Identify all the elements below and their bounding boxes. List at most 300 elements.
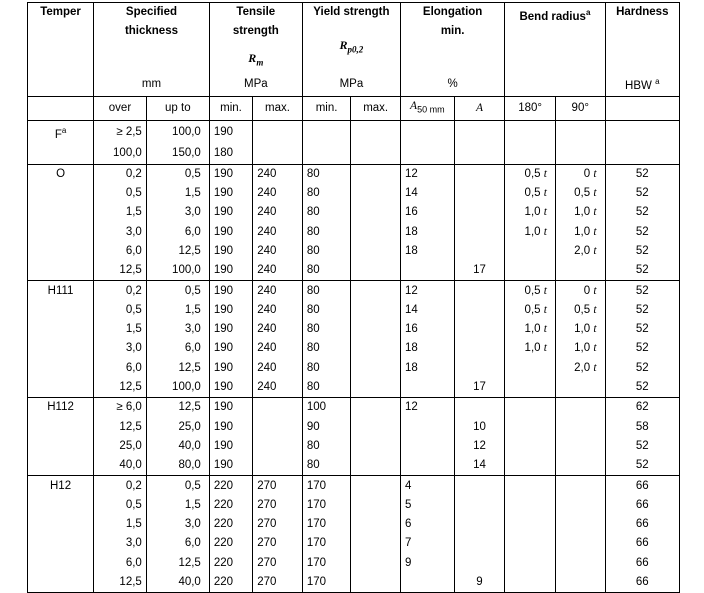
cell-bend-180: 0,5 t <box>505 301 556 320</box>
cell-yield-min: 80 <box>302 261 351 281</box>
cell-temper <box>28 515 94 534</box>
cell-over: 6,0 <box>94 242 147 261</box>
cell-bend-180: 0,5 t <box>505 184 556 203</box>
cell-yield-min: 170 <box>302 515 351 534</box>
cell-up-to: 0,5 <box>146 164 209 184</box>
cell-temper <box>28 359 94 378</box>
cell-elongation-a <box>454 398 505 418</box>
cell-tensile-max: 240 <box>253 281 303 301</box>
cell-over: 12,5 <box>94 261 147 281</box>
cell-over: 0,5 <box>94 184 147 203</box>
cell-up-to: 12,5 <box>146 398 209 418</box>
cell-hardness: 52 <box>605 320 679 339</box>
cell-bend-180 <box>505 554 556 573</box>
cell-over: 40,0 <box>94 456 147 476</box>
cell-hardness: 52 <box>605 242 679 261</box>
cell-tensile-min: 220 <box>209 554 252 573</box>
cell-bend-180 <box>505 437 556 456</box>
cell-over: 0,5 <box>94 496 147 515</box>
cell-bend-90: 2,0 t <box>555 359 605 378</box>
cell-elongation-a <box>454 242 505 261</box>
cell-elongation-a50 <box>400 418 454 437</box>
cell-elongation-a50: 9 <box>400 554 454 573</box>
cell-yield-max <box>351 476 401 496</box>
cell-bend-180: 0,5 t <box>505 281 556 301</box>
cell-over: 12,5 <box>94 418 147 437</box>
tensile-symbol: $R_m$ <box>248 51 264 68</box>
cell-tensile-max: 240 <box>253 378 303 398</box>
cell-elongation-a <box>454 164 505 184</box>
cell-temper: H111 <box>28 281 94 301</box>
table-row <box>28 301 680 320</box>
cell-over: 100,0 <box>94 144 147 164</box>
cell-bend-90 <box>555 378 605 398</box>
cell-tensile-max: 240 <box>253 223 303 242</box>
cell-hardness: 52 <box>605 456 679 476</box>
unit-yield: MPa <box>302 72 400 96</box>
cell-elongation-a50 <box>400 144 454 164</box>
cell-hardness: 52 <box>605 378 679 398</box>
table-row <box>28 281 680 301</box>
cell-yield-min: 80 <box>302 378 351 398</box>
header-bend-radius: Bend radius$^a$ <box>505 3 605 73</box>
cell-elongation-a <box>454 515 505 534</box>
cell-temper <box>28 554 94 573</box>
cell-yield-min: 170 <box>302 534 351 553</box>
cell-tensile-min: 190 <box>209 339 252 358</box>
cell-bend-90: 1,0 t <box>555 203 605 222</box>
cell-bend-180: 1,0 t <box>505 339 556 358</box>
cell-elongation-a50 <box>400 261 454 281</box>
cell-yield-min: 80 <box>302 164 351 184</box>
col-ts-min: min. <box>209 97 252 120</box>
table-row <box>28 120 680 144</box>
cell-tensile-max <box>253 398 303 418</box>
cell-yield-min: 80 <box>302 456 351 476</box>
cell-tensile-min: 190 <box>209 261 252 281</box>
cell-hardness: 52 <box>605 184 679 203</box>
col-ys-max: max. <box>351 97 401 120</box>
cell-up-to: 100,0 <box>146 261 209 281</box>
table-row <box>28 534 680 553</box>
header-thickness: Specified thickness <box>94 3 210 73</box>
unit-tensile: MPa <box>209 72 302 96</box>
cell-elongation-a <box>454 496 505 515</box>
cell-elongation-a50 <box>400 456 454 476</box>
table-row <box>28 339 680 358</box>
cell-elongation-a <box>454 203 505 222</box>
table-row <box>28 203 680 222</box>
cell-up-to: 6,0 <box>146 223 209 242</box>
cell-yield-max <box>351 378 401 398</box>
cell-temper <box>28 573 94 593</box>
cell-temper <box>28 456 94 476</box>
cell-temper <box>28 534 94 553</box>
cell-up-to: 0,5 <box>146 476 209 496</box>
cell-tensile-max: 270 <box>253 476 303 496</box>
cell-up-to: 25,0 <box>146 418 209 437</box>
cell-yield-min: 170 <box>302 496 351 515</box>
cell-bend-90: 1,0 t <box>555 223 605 242</box>
cell-yield-min: 80 <box>302 242 351 261</box>
cell-up-to: 12,5 <box>146 242 209 261</box>
cell-bend-180 <box>505 398 556 418</box>
table-row <box>28 437 680 456</box>
cell-over: 6,0 <box>94 554 147 573</box>
cell-over: ≥ 2,5 <box>94 120 147 144</box>
cell-over: 1,5 <box>94 320 147 339</box>
cell-yield-min: 80 <box>302 320 351 339</box>
cell-hardness <box>605 120 679 144</box>
cell-elongation-a <box>454 184 505 203</box>
cell-bend-90 <box>555 120 605 144</box>
cell-elongation-a <box>454 144 505 164</box>
cell-yield-min: 80 <box>302 359 351 378</box>
cell-hardness: 52 <box>605 359 679 378</box>
cell-tensile-min: 220 <box>209 534 252 553</box>
cell-tensile-min: 180 <box>209 144 252 164</box>
cell-bend-180 <box>505 456 556 476</box>
cell-bend-90: 1,0 t <box>555 320 605 339</box>
cell-elongation-a50: 7 <box>400 534 454 553</box>
cell-yield-max <box>351 554 401 573</box>
col-ts-max: max. <box>253 97 303 120</box>
cell-yield-min: 100 <box>302 398 351 418</box>
table-row <box>28 261 680 281</box>
cell-bend-180 <box>505 573 556 593</box>
cell-tensile-min: 190 <box>209 184 252 203</box>
cell-bend-90 <box>555 476 605 496</box>
cell-up-to: 100,0 <box>146 120 209 144</box>
cell-over: 12,5 <box>94 378 147 398</box>
cell-over: 6,0 <box>94 359 147 378</box>
unit-thickness: mm <box>94 72 210 96</box>
cell-temper <box>28 144 94 164</box>
cell-tensile-max: 240 <box>253 164 303 184</box>
cell-bend-90 <box>555 515 605 534</box>
cell-temper: $F^a$ <box>28 120 94 144</box>
col-a: A <box>454 97 505 120</box>
cell-elongation-a: 17 <box>454 261 505 281</box>
cell-bend-90 <box>555 534 605 553</box>
cell-tensile-min: 190 <box>209 437 252 456</box>
cell-temper <box>28 301 94 320</box>
cell-hardness: 66 <box>605 573 679 593</box>
header-elongation: Elongation min. <box>400 3 504 73</box>
cell-bend-180 <box>505 120 556 144</box>
cell-elongation-a: 17 <box>454 378 505 398</box>
cell-yield-min: 90 <box>302 418 351 437</box>
table-row <box>28 223 680 242</box>
cell-tensile-max: 240 <box>253 339 303 358</box>
cell-tensile-max <box>253 418 303 437</box>
cell-tensile-max: 240 <box>253 359 303 378</box>
cell-hardness: 52 <box>605 203 679 222</box>
cell-tensile-max <box>253 144 303 164</box>
cell-bend-180: 1,0 t <box>505 203 556 222</box>
cell-elongation-a: 10 <box>454 418 505 437</box>
cell-hardness: 52 <box>605 339 679 358</box>
col-a50: $A_{50 mm}$ <box>400 97 454 120</box>
cell-over: 3,0 <box>94 223 147 242</box>
header-tensile: Tensile strength $R_m$ <box>209 3 302 73</box>
cell-tensile-min: 190 <box>209 320 252 339</box>
cell-elongation-a50: 14 <box>400 301 454 320</box>
cell-bend-180: 1,0 t <box>505 223 556 242</box>
cell-bend-90 <box>555 496 605 515</box>
header-temper: Temper <box>28 3 94 73</box>
cell-yield-min: 80 <box>302 184 351 203</box>
cell-bend-90 <box>555 398 605 418</box>
cell-up-to: 6,0 <box>146 534 209 553</box>
cell-bend-90: 1,0 t <box>555 339 605 358</box>
cell-elongation-a <box>454 359 505 378</box>
cell-hardness: 52 <box>605 164 679 184</box>
cell-yield-min: 80 <box>302 281 351 301</box>
cell-elongation-a50: 18 <box>400 359 454 378</box>
cell-bend-180 <box>505 418 556 437</box>
cell-yield-max <box>351 144 401 164</box>
cell-temper <box>28 437 94 456</box>
cell-bend-180 <box>505 515 556 534</box>
col-bend-90: 90° <box>555 97 605 120</box>
cell-tensile-min: 190 <box>209 456 252 476</box>
cell-yield-max <box>351 418 401 437</box>
cell-elongation-a <box>454 339 505 358</box>
cell-yield-min: 80 <box>302 203 351 222</box>
cell-yield-max <box>351 120 401 144</box>
cell-up-to: 3,0 <box>146 320 209 339</box>
cell-hardness: 52 <box>605 437 679 456</box>
cell-elongation-a50 <box>400 378 454 398</box>
cell-up-to: 0,5 <box>146 281 209 301</box>
cell-yield-max <box>351 437 401 456</box>
table-row <box>28 378 680 398</box>
cell-elongation-a: 12 <box>454 437 505 456</box>
cell-yield-min: 80 <box>302 437 351 456</box>
cell-tensile-max <box>253 456 303 476</box>
cell-bend-90 <box>555 418 605 437</box>
cell-bend-90 <box>555 573 605 593</box>
cell-up-to: 1,5 <box>146 184 209 203</box>
cell-temper: O <box>28 164 94 184</box>
cell-elongation-a50: 14 <box>400 184 454 203</box>
col-ys-min: min. <box>302 97 351 120</box>
cell-over: 3,0 <box>94 339 147 358</box>
cell-elongation-a <box>454 554 505 573</box>
cell-elongation-a50: 12 <box>400 398 454 418</box>
cell-over: 1,5 <box>94 203 147 222</box>
cell-yield-min: 80 <box>302 339 351 358</box>
cell-up-to: 12,5 <box>146 359 209 378</box>
cell-temper <box>28 320 94 339</box>
cell-tensile-min: 190 <box>209 281 252 301</box>
cell-yield-min: 80 <box>302 223 351 242</box>
cell-up-to: 80,0 <box>146 456 209 476</box>
cell-elongation-a50 <box>400 120 454 144</box>
cell-over: 1,5 <box>94 515 147 534</box>
cell-elongation-a50: 18 <box>400 339 454 358</box>
cell-yield-max <box>351 456 401 476</box>
cell-up-to: 3,0 <box>146 203 209 222</box>
cell-tensile-min: 190 <box>209 223 252 242</box>
cell-over: 25,0 <box>94 437 147 456</box>
cell-bend-180 <box>505 359 556 378</box>
cell-hardness: 66 <box>605 554 679 573</box>
cell-yield-max <box>351 534 401 553</box>
cell-bend-90: 0,5 t <box>555 301 605 320</box>
cell-bend-180 <box>505 144 556 164</box>
cell-yield-max <box>351 398 401 418</box>
table-row <box>28 573 680 593</box>
cell-bend-180 <box>505 378 556 398</box>
cell-elongation-a50: 16 <box>400 203 454 222</box>
cell-yield-max <box>351 496 401 515</box>
cell-over: 0,5 <box>94 301 147 320</box>
cell-bend-180 <box>505 534 556 553</box>
cell-elongation-a50: 18 <box>400 242 454 261</box>
table-body <box>28 120 680 593</box>
col-bend-180: 180° <box>505 97 556 120</box>
table-row <box>28 496 680 515</box>
cell-elongation-a50 <box>400 437 454 456</box>
table-row <box>28 456 680 476</box>
cell-tensile-min: 190 <box>209 378 252 398</box>
cell-yield-max <box>351 242 401 261</box>
table-row <box>28 554 680 573</box>
table-row <box>28 144 680 164</box>
cell-hardness: 66 <box>605 534 679 553</box>
cell-tensile-min: 190 <box>209 242 252 261</box>
cell-elongation-a: 14 <box>454 456 505 476</box>
cell-yield-max <box>351 339 401 358</box>
cell-hardness: 66 <box>605 496 679 515</box>
header-yield: Yield strength $R_{p0,2}$ <box>302 3 400 73</box>
table-row <box>28 418 680 437</box>
properties-table <box>27 2 680 593</box>
col-over: over <box>94 97 147 120</box>
cell-hardness: 62 <box>605 398 679 418</box>
cell-tensile-min: 220 <box>209 573 252 593</box>
cell-bend-90 <box>555 261 605 281</box>
cell-elongation-a50: 6 <box>400 515 454 534</box>
cell-elongation-a50: 5 <box>400 496 454 515</box>
cell-up-to: 1,5 <box>146 496 209 515</box>
cell-temper: H112 <box>28 398 94 418</box>
table-row <box>28 359 680 378</box>
table-row <box>28 242 680 261</box>
cell-bend-180: 1,0 t <box>505 320 556 339</box>
cell-bend-180: 0,5 t <box>505 164 556 184</box>
cell-temper: H12 <box>28 476 94 496</box>
cell-temper <box>28 496 94 515</box>
cell-tensile-max: 240 <box>253 261 303 281</box>
cell-elongation-a50: 12 <box>400 281 454 301</box>
cell-temper <box>28 184 94 203</box>
cell-tensile-max: 270 <box>253 554 303 573</box>
cell-tensile-min: 190 <box>209 203 252 222</box>
cell-tensile-max: 240 <box>253 242 303 261</box>
cell-over: 0,2 <box>94 164 147 184</box>
cell-bend-90 <box>555 437 605 456</box>
cell-bend-90: 0,5 t <box>555 184 605 203</box>
cell-temper <box>28 242 94 261</box>
cell-yield-max <box>351 281 401 301</box>
cell-tensile-max: 270 <box>253 573 303 593</box>
cell-tensile-max <box>253 437 303 456</box>
cell-temper <box>28 261 94 281</box>
cell-elongation-a <box>454 301 505 320</box>
cell-elongation-a <box>454 534 505 553</box>
cell-tensile-max: 240 <box>253 320 303 339</box>
cell-elongation-a50: 16 <box>400 320 454 339</box>
cell-temper <box>28 378 94 398</box>
cell-elongation-a <box>454 281 505 301</box>
cell-yield-max <box>351 184 401 203</box>
cell-tensile-min: 220 <box>209 496 252 515</box>
cell-yield-max <box>351 261 401 281</box>
cell-bend-90: 2,0 t <box>555 242 605 261</box>
cell-up-to: 150,0 <box>146 144 209 164</box>
cell-elongation-a50: 12 <box>400 164 454 184</box>
cell-over: 12,5 <box>94 573 147 593</box>
cell-hardness: 66 <box>605 515 679 534</box>
cell-up-to: 40,0 <box>146 437 209 456</box>
cell-yield-max <box>351 203 401 222</box>
cell-tensile-min: 190 <box>209 164 252 184</box>
table-row <box>28 476 680 496</box>
unit-elongation: % <box>400 72 504 96</box>
cell-tensile-max: 240 <box>253 301 303 320</box>
cell-over: ≥ 6,0 <box>94 398 147 418</box>
yield-symbol: $R_{p0,2}$ <box>339 38 364 55</box>
cell-bend-90 <box>555 144 605 164</box>
cell-yield-min: 170 <box>302 554 351 573</box>
cell-tensile-max: 270 <box>253 496 303 515</box>
table-row <box>28 515 680 534</box>
cell-yield-max <box>351 223 401 242</box>
cell-hardness: 52 <box>605 301 679 320</box>
cell-tensile-max: 270 <box>253 515 303 534</box>
table-row <box>28 398 680 418</box>
cell-up-to: 6,0 <box>146 339 209 358</box>
cell-temper <box>28 203 94 222</box>
cell-bend-180 <box>505 496 556 515</box>
cell-hardness: 52 <box>605 281 679 301</box>
cell-over: 3,0 <box>94 534 147 553</box>
cell-bend-90: 0 t <box>555 281 605 301</box>
cell-over: 0,2 <box>94 281 147 301</box>
cell-yield-max <box>351 573 401 593</box>
cell-elongation-a <box>454 120 505 144</box>
cell-tensile-max: 240 <box>253 203 303 222</box>
cell-bend-180 <box>505 261 556 281</box>
table-row <box>28 320 680 339</box>
cell-up-to: 12,5 <box>146 554 209 573</box>
cell-yield-min <box>302 144 351 164</box>
table-head <box>28 3 680 121</box>
cell-yield-max <box>351 164 401 184</box>
cell-tensile-max <box>253 120 303 144</box>
cell-temper <box>28 223 94 242</box>
cell-bend-90 <box>555 554 605 573</box>
cell-temper <box>28 418 94 437</box>
cell-bend-180 <box>505 476 556 496</box>
cell-yield-min <box>302 120 351 144</box>
cell-elongation-a50: 18 <box>400 223 454 242</box>
cell-up-to: 3,0 <box>146 515 209 534</box>
cell-tensile-max: 270 <box>253 534 303 553</box>
